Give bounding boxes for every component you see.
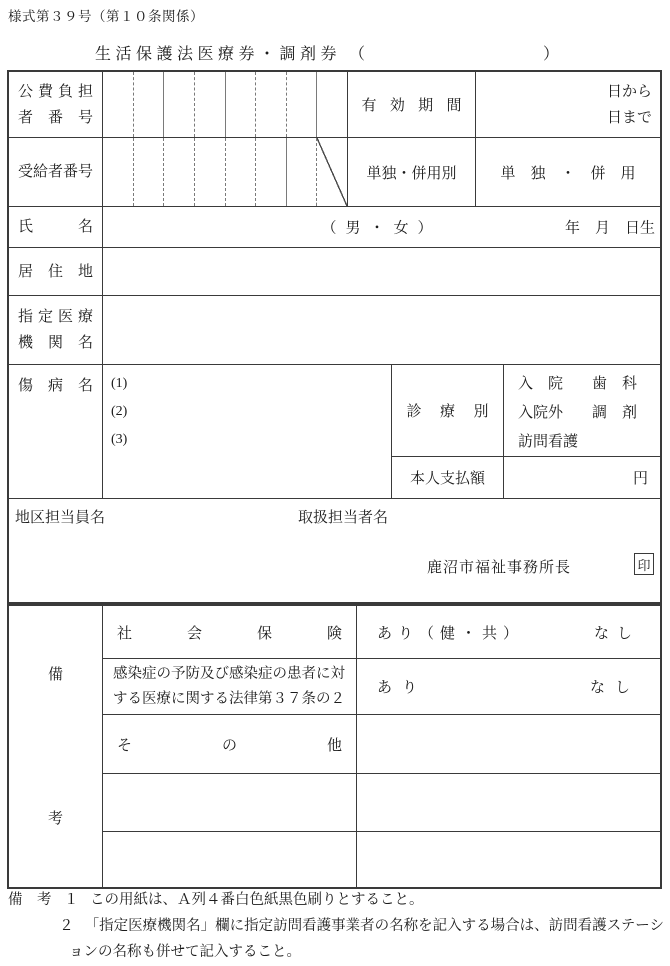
disease-item-3: (3) bbox=[111, 432, 128, 447]
seal-stamp-box: 印 bbox=[634, 553, 654, 575]
digit-cell bbox=[163, 72, 194, 137]
option-outpatient: 入院外 bbox=[518, 405, 564, 421]
footnote-spacer bbox=[8, 914, 49, 939]
option-inpatient: 入 院 bbox=[518, 376, 564, 392]
disease-item-2: (2) bbox=[111, 404, 128, 419]
row-recipient-number bbox=[9, 138, 660, 207]
single-combined-label-cell bbox=[347, 138, 475, 206]
disease-list bbox=[102, 365, 391, 498]
footnote-line-2 bbox=[8, 914, 664, 939]
remarks-row-other bbox=[102, 715, 660, 774]
option-dispensing: 調 剤 bbox=[592, 405, 638, 421]
remarks-row-blank-2 bbox=[102, 832, 660, 887]
recipient-number-digit-boxes bbox=[102, 138, 347, 206]
row-staff bbox=[9, 499, 660, 602]
disease-label-cell bbox=[9, 365, 102, 498]
copayment-row bbox=[392, 457, 660, 498]
valid-period-label-cell bbox=[347, 72, 475, 137]
recipient-number-label-cell bbox=[9, 138, 102, 206]
birthdate-suffix: 年 月 日生 bbox=[564, 220, 655, 237]
blank-1-label-cell bbox=[102, 774, 356, 831]
title-paren-open: （ bbox=[349, 46, 366, 63]
remarks-label-column bbox=[9, 606, 102, 887]
digit-cell bbox=[103, 72, 133, 137]
disease-label: 傷 病 名 bbox=[18, 378, 93, 394]
single-combined-value: 単 独 ・ 併 用 bbox=[500, 165, 636, 182]
footnote-2-text-continued: ョンの名称も併せて記入すること。 bbox=[69, 944, 301, 960]
district-officer-label: 地区担当員名 bbox=[15, 510, 106, 526]
social-insurance-label: 社 会 保 険 bbox=[117, 625, 342, 642]
page-title bbox=[95, 41, 559, 64]
digit-cell bbox=[286, 138, 317, 206]
treatment-type-row bbox=[392, 365, 660, 457]
remarks-row-infectious-disease bbox=[102, 659, 660, 715]
digit-cell bbox=[194, 138, 225, 206]
infectious-disease-yes: あり bbox=[377, 680, 428, 696]
valid-period-value-cell bbox=[475, 72, 660, 137]
blank-2-value-cell bbox=[356, 832, 660, 887]
footnote-line-3 bbox=[8, 940, 664, 965]
address-value-cell bbox=[102, 248, 660, 295]
name-value-cell bbox=[102, 207, 660, 247]
row-disease bbox=[9, 365, 660, 499]
digit-cell bbox=[316, 138, 347, 206]
infectious-disease-label: 感染症の予防及び感染症の患者に対する医療に関する法律第３７条の２ bbox=[113, 665, 345, 707]
digit-cell bbox=[194, 72, 225, 137]
remarks-row-social-insurance bbox=[102, 606, 660, 659]
form-number: 様式第３９号（第１０条関係） bbox=[8, 9, 204, 24]
copayment-label-cell bbox=[392, 457, 503, 498]
digit-cell bbox=[255, 72, 286, 137]
name-label: 氏 名 bbox=[18, 219, 93, 235]
social-insurance-no: なし bbox=[593, 625, 640, 642]
name-label-cell bbox=[9, 207, 102, 247]
valid-period-to: 日まで bbox=[606, 109, 652, 126]
digit-cell bbox=[225, 72, 256, 137]
institution-label-cell bbox=[9, 296, 102, 364]
single-combined-label: 単独・併用別 bbox=[366, 165, 457, 182]
treatment-option-line-3 bbox=[518, 428, 646, 457]
copayment-unit: 円 bbox=[632, 471, 648, 487]
main-table bbox=[7, 70, 662, 604]
digit-cell bbox=[225, 138, 256, 206]
payer-number-digit-boxes bbox=[102, 72, 347, 137]
valid-period-from: 日から bbox=[606, 83, 652, 100]
payer-number-label bbox=[9, 72, 102, 137]
handling-officer-label: 取扱担当者名 bbox=[298, 510, 389, 526]
row-name bbox=[9, 207, 660, 248]
digit-cell bbox=[133, 138, 164, 206]
other-label: そ の 他 bbox=[117, 737, 342, 754]
social-insurance-yes: あり（健・共） bbox=[377, 625, 525, 642]
footnote-2-text: 「指定医療機関名」欄に指定訪問看護事業者の名称を記入する場合は、訪問看護ステーシ bbox=[84, 918, 664, 934]
footnotes bbox=[8, 888, 664, 966]
digit-cell bbox=[316, 72, 347, 137]
infectious-disease-label-cell bbox=[102, 659, 356, 714]
title-paren-close: ） bbox=[543, 46, 560, 63]
row-payer-number bbox=[9, 72, 660, 138]
blank-2-label-cell bbox=[102, 832, 356, 887]
digit-cell bbox=[103, 138, 133, 206]
remarks-label-top: 備 bbox=[47, 667, 64, 683]
title-text: 生活保護法医療券・調剤券 bbox=[95, 46, 342, 63]
remarks-rows bbox=[102, 606, 660, 887]
social-insurance-label-cell bbox=[102, 606, 356, 658]
valid-period-label: 有 効 期 間 bbox=[361, 98, 462, 114]
institution-value-cell bbox=[102, 296, 660, 364]
remarks-table bbox=[7, 604, 662, 889]
digit-cell bbox=[286, 72, 317, 137]
treatment-block bbox=[391, 365, 660, 498]
other-value-cell bbox=[356, 715, 660, 773]
digit-cell bbox=[133, 72, 164, 137]
row-institution bbox=[9, 296, 660, 365]
other-label-cell bbox=[102, 715, 356, 773]
sex-choice: （男・女） bbox=[321, 220, 442, 237]
digit-cell bbox=[255, 138, 286, 206]
payer-number-label-line2: 者 番 号 bbox=[18, 109, 93, 126]
institution-label-line2: 機 関 名 bbox=[18, 335, 93, 351]
footnote-1-text: この用紙は、Ａ列４番白色紙黒色刷りとすること。 bbox=[90, 892, 424, 908]
staff-cell bbox=[9, 499, 660, 602]
copayment-label: 本人支払額 bbox=[409, 471, 485, 487]
footnote-2-number: ２ bbox=[59, 918, 74, 934]
treatment-type-label: 診 療 別 bbox=[406, 404, 489, 420]
option-dental: 歯 科 bbox=[592, 376, 638, 392]
welfare-office-director-label: 鹿沼市福祉事務所長 bbox=[427, 560, 572, 576]
recipient-number-label: 受給者番号 bbox=[18, 164, 94, 180]
footnote-1-number: １ bbox=[64, 892, 79, 908]
infectious-disease-value-cell bbox=[356, 659, 660, 714]
remarks-label-bottom: 考 bbox=[47, 811, 64, 827]
social-insurance-value-cell bbox=[356, 606, 660, 658]
institution-label-line1: 指 定 医 療 bbox=[18, 309, 93, 325]
row-address bbox=[9, 248, 660, 296]
address-label: 居 住 地 bbox=[18, 263, 93, 280]
disease-item-1: (1) bbox=[111, 376, 128, 391]
payer-number-label-line1: 公 費 負 担 bbox=[18, 83, 93, 100]
blank-1-value-cell bbox=[356, 774, 660, 831]
treatment-option-line-1 bbox=[518, 370, 646, 399]
remarks-row-blank-1 bbox=[102, 774, 660, 832]
option-empty bbox=[592, 428, 646, 457]
option-home-nursing: 訪問看護 bbox=[518, 434, 579, 450]
footnote-label: 備 考 bbox=[8, 892, 52, 908]
treatment-type-options bbox=[503, 365, 660, 456]
treatment-type-label-cell bbox=[392, 365, 503, 456]
address-label-cell bbox=[9, 248, 102, 295]
single-combined-value-cell bbox=[475, 138, 660, 206]
copayment-value-cell bbox=[503, 457, 660, 498]
treatment-option-line-2 bbox=[518, 399, 646, 428]
infectious-disease-no: なし bbox=[589, 680, 640, 696]
digit-cell bbox=[163, 138, 194, 206]
footnote-line-1 bbox=[8, 888, 664, 913]
